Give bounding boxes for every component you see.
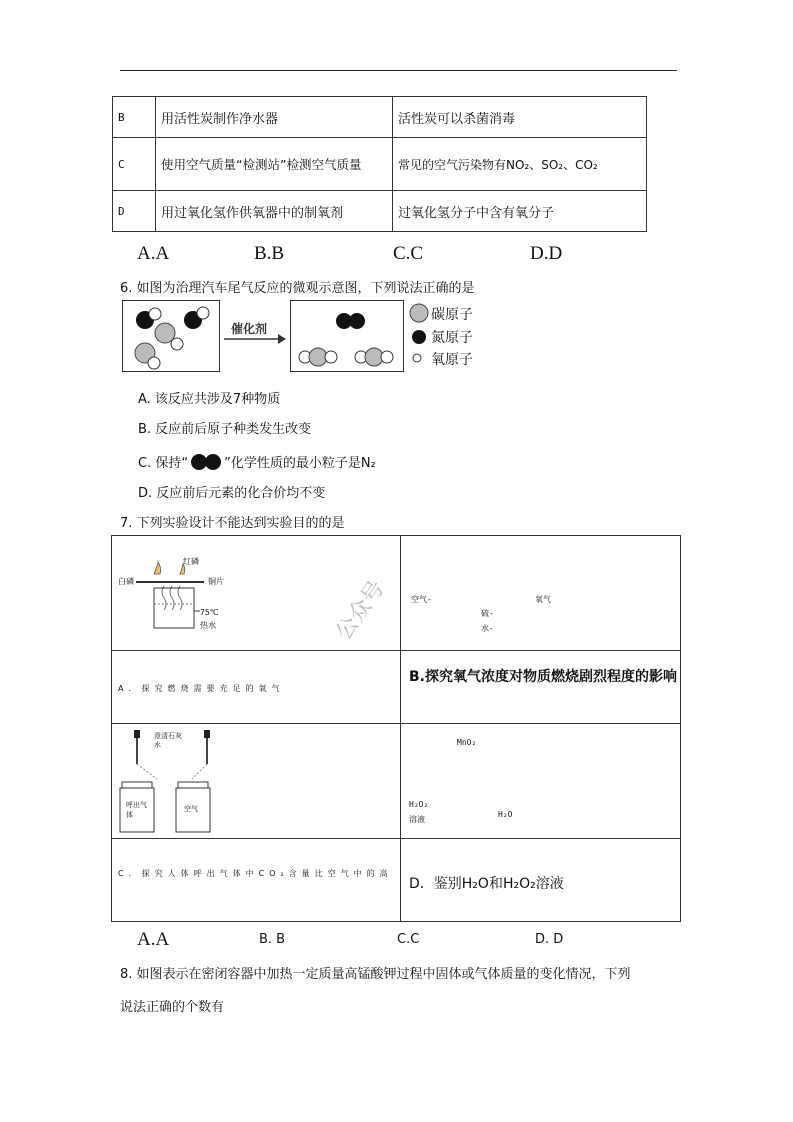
question8-line2: 说法正确的个数有 (120, 1000, 225, 1015)
mno2-label: MnO₂ (457, 738, 477, 747)
h2o-label: H₂O (498, 810, 513, 819)
arrow-icon (222, 333, 288, 345)
figure-c-cell (111, 723, 401, 839)
legend-carbon: 碳原子 (431, 307, 473, 323)
row-letter: B (113, 97, 156, 138)
caption-a-cell (111, 650, 401, 724)
air-bottle-label: 空气 (184, 805, 198, 813)
figure-b-cell (400, 535, 681, 651)
catalyst-label: 催化剂 (231, 322, 268, 336)
reactants-box (122, 300, 220, 372)
figure-a-cell (111, 535, 401, 651)
temperature-label: 75℃ (200, 608, 219, 617)
copper-sheet-label: 铜片 (208, 577, 224, 586)
white-phosphorus-label: 白磷 (118, 577, 134, 586)
solution-label: 溶液 (409, 815, 425, 824)
question8-line1: 8. 如图表示在密闭容器中加热一定质量高锰酸钾过程中固体或气体质量的变化情况，下列 (120, 967, 631, 982)
products-box (290, 300, 404, 372)
option-a[interactable]: A.A (137, 243, 170, 264)
option-b[interactable]: B. B (259, 932, 286, 947)
oxygen-label: 氧气 (535, 595, 551, 604)
option-c[interactable]: C.C (397, 932, 420, 947)
water-label: 水- (481, 624, 494, 633)
choice-c[interactable] (138, 452, 376, 471)
caption-b: B.探究氧气浓度对物质燃烧剧烈程度的影响 (409, 669, 677, 685)
row-letter: D (113, 191, 156, 232)
legend-markers (408, 303, 430, 363)
caption-c-cell (111, 838, 401, 922)
option-d[interactable]: D. D (535, 932, 564, 947)
air-label: 空气- (411, 595, 432, 604)
question5-table (112, 96, 647, 232)
option-c[interactable]: C.C (393, 243, 424, 264)
choice-c-prefix: C. 保持“ (138, 456, 189, 471)
choice-b[interactable]: B. 反应前后原子种类发生改变 (138, 422, 312, 437)
exhaled-gas-label: 呼出气体 (126, 801, 147, 819)
caption-a: A．探究燃烧需要充足的氧气 (118, 684, 285, 693)
red-phosphorus-label: 红磷 (183, 557, 199, 566)
limewater-label: 澄清石灰水 (154, 732, 182, 749)
row-reason: 过氧化氢分子中含有氧分子 (393, 191, 647, 232)
option-b[interactable]: B.B (254, 243, 285, 264)
option-a[interactable]: A.A (137, 929, 170, 950)
header-rule (120, 70, 677, 71)
question7-stem: 7. 下列实验设计不能达到实验目的的是 (120, 516, 345, 531)
choice-c-suffix: ”化学性质的最小粒子是N₂ (224, 456, 376, 471)
option-d[interactable]: D.D (530, 243, 563, 264)
figure-d-cell (400, 723, 681, 839)
h2o2-label: H₂O₂ (409, 800, 429, 809)
caption-d: D．鉴别H₂O和H₂O₂溶液 (409, 876, 564, 892)
caption-b-cell (400, 650, 681, 724)
sulfur-label: 硫- (481, 609, 494, 618)
row-letter: C (113, 138, 156, 191)
watermark: 公众号 (331, 576, 390, 645)
choice-d[interactable]: D. 反应前后元素的化合价均不变 (138, 486, 326, 501)
hot-water-label: 热水 (200, 621, 216, 630)
nitrogen-molecule-icon (188, 453, 224, 471)
table-row (113, 97, 647, 138)
table-row (113, 191, 647, 232)
question6-stem: 6. 如图为治理汽车尾气反应的微观示意图，下列说法正确的是 (120, 281, 475, 296)
row-reason: 活性炭可以杀菌消毒 (393, 97, 647, 138)
table-row (113, 138, 647, 191)
caption-c: C．探究人体呼出气体中CO₂含量比空气中的高 (118, 869, 393, 878)
row-action: 使用空气质量“检测站”检测空气质量 (156, 138, 393, 191)
products-molecules (291, 301, 403, 371)
choice-a[interactable]: A. 该反应共涉及7种物质 (138, 392, 281, 407)
row-action: 用活性炭制作净水器 (156, 97, 393, 138)
reactants-molecules (123, 301, 219, 371)
legend-nitrogen: 氮原子 (431, 330, 473, 346)
row-reason: 常见的空气污染物有NO₂、SO₂、CO₂ (393, 138, 647, 191)
legend-oxygen: 氧原子 (431, 352, 473, 368)
caption-d-cell (400, 838, 681, 922)
row-action: 用过氧化氢作供氧器中的制氧剂 (156, 191, 393, 232)
